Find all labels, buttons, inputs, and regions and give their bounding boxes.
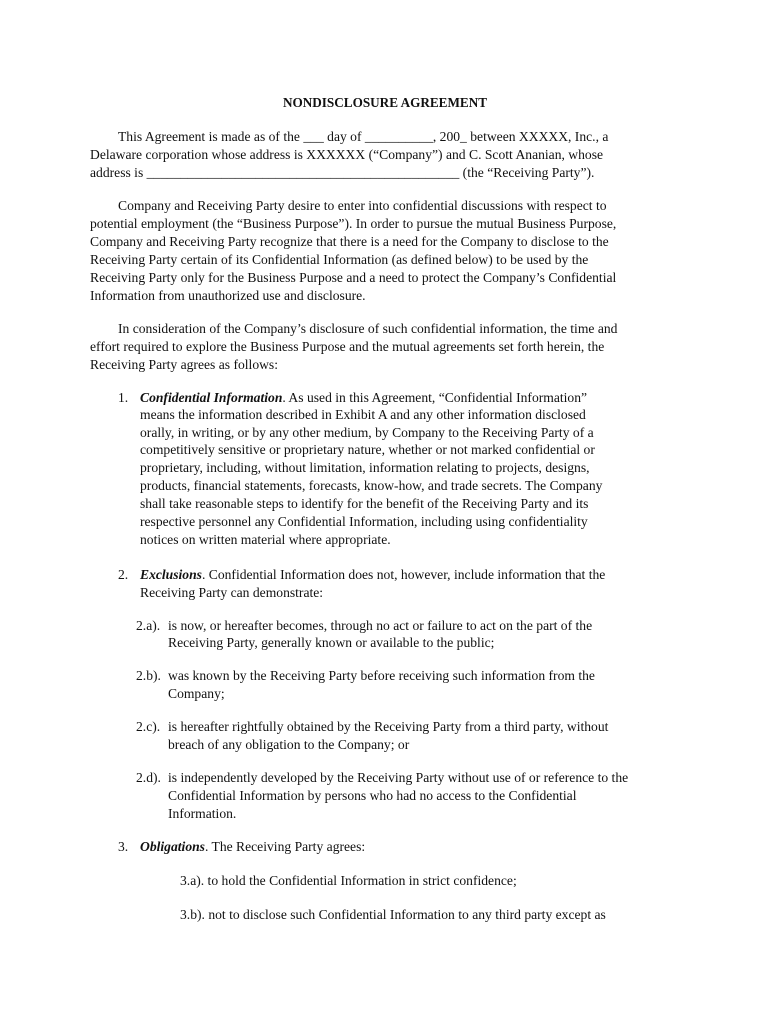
- preamble-p2-line: Receiving Party only for the Business Purpose and a need to protect the Company’s Confidential: [90, 270, 617, 285]
- section-2-line: Receiving Party can demonstrate:: [140, 585, 324, 600]
- section-2-item-line: breach of any obligation to the Company; or: [168, 737, 410, 752]
- section-1-heading-line: [140, 389, 587, 407]
- preamble-p2-line: Receiving Party certain of its Confidential Information (as defined below) to be used by the: [90, 252, 589, 267]
- section-2-heading: Exclusions: [140, 567, 202, 582]
- section-3-item: 3.b). not to disclose such Confidential Information to any third party except as: [180, 907, 606, 922]
- section-1-line: products, financial statements, forecasts, know-how, and trade secrets. The Company: [140, 478, 603, 493]
- section-2-number: 2.: [118, 567, 129, 582]
- section-2-item-line: was known by the Receiving Party before receiving such information from the: [168, 668, 595, 683]
- section-1-line: proprietary, including, without limitation, information relating to projects, designs,: [140, 460, 590, 475]
- section-3-number: 3.: [118, 839, 129, 854]
- preamble-p1-line: address is ______________________________________________ (the “Receiving Party”).: [90, 165, 595, 180]
- section-3-item: 3.a). to hold the Confidential Information in strict confidence;: [180, 873, 517, 888]
- section-2-item-line: is hereafter rightfully obtained by the Receiving Party from a third party, without: [168, 719, 609, 734]
- section-1-number: 1.: [118, 390, 129, 405]
- section-3-first-line: . The Receiving Party agrees:: [204, 839, 366, 854]
- preamble-p1-line: Delaware corporation whose address is XXXXXX (“Company”) and C. Scott Ananian, whose: [90, 147, 604, 162]
- preamble-p2-line: potential employment (the “Business Purpose”). In order to pursue the mutual Business Purpose,: [90, 216, 617, 231]
- section-1-line: means the information described in Exhibit A and any other information disclosed: [140, 407, 586, 422]
- preamble-p2-line: Company and Receiving Party desire to enter into confidential discussions with respect to: [118, 198, 607, 213]
- section-1-line: shall take reasonable steps to identify for the benefit of the Receiving Party and its: [140, 496, 589, 511]
- section-2-item-line: Company;: [168, 686, 225, 701]
- section-2-item-label: 2.d).: [136, 770, 161, 785]
- section-2-item-line: Confidential Information by persons who had no access to the Confidential: [168, 788, 577, 803]
- section-1-line: respective personnel any Confidential Information, including using confidentiality: [140, 514, 588, 529]
- preamble-p1-line: This Agreement is made as of the ___ day of __________, 200_ between XXXXX, Inc., a: [118, 129, 609, 144]
- section-2-item-line: is independently developed by the Receiving Party without use of or reference to the: [168, 770, 629, 785]
- section-2-heading-line: [140, 566, 605, 584]
- section-2-item-line: Information.: [168, 806, 237, 821]
- section-1-first-line: . As used in this Agreement, “Confidential Information”: [282, 390, 588, 405]
- section-1-line: orally, in writing, or by any other medium, by Company to the Receiving Party of a: [140, 425, 594, 440]
- section-2-item-line: is now, or hereafter becomes, through no act or failure to act on the part of the: [168, 618, 593, 633]
- section-1-line: notices on written material where appropriate.: [140, 532, 391, 547]
- section-3-heading: Obligations: [140, 839, 205, 854]
- preamble-p3-line: effort required to explore the Business Purpose and the mutual agreements set forth herein, the: [90, 339, 605, 354]
- document-title: NONDISCLOSURE AGREEMENT: [282, 95, 488, 110]
- section-2-item-line: Receiving Party, generally known or available to the public;: [168, 635, 495, 650]
- section-2-item-label: 2.b).: [136, 668, 161, 683]
- section-2-item-label: 2.c).: [136, 719, 161, 734]
- section-3-heading-line: [140, 838, 365, 856]
- preamble-p2-line: Company and Receiving Party recognize that there is a need for the Company to disclose to the: [90, 234, 609, 249]
- section-1-line: competitively sensitive or proprietary nature, whether or not marked confidential or: [140, 442, 595, 457]
- preamble-p3-line: Receiving Party agrees as follows:: [90, 357, 278, 372]
- preamble-p3-line: In consideration of the Company’s disclosure of such confidential information, the time and: [118, 321, 618, 336]
- section-2-first-line: . Confidential Information does not, however, include information that the: [201, 567, 606, 582]
- section-1-heading: Confidential Information: [140, 390, 283, 405]
- section-2-item-label: 2.a).: [136, 618, 161, 633]
- preamble-p2-line: Information from unauthorized use and disclosure.: [90, 288, 366, 303]
